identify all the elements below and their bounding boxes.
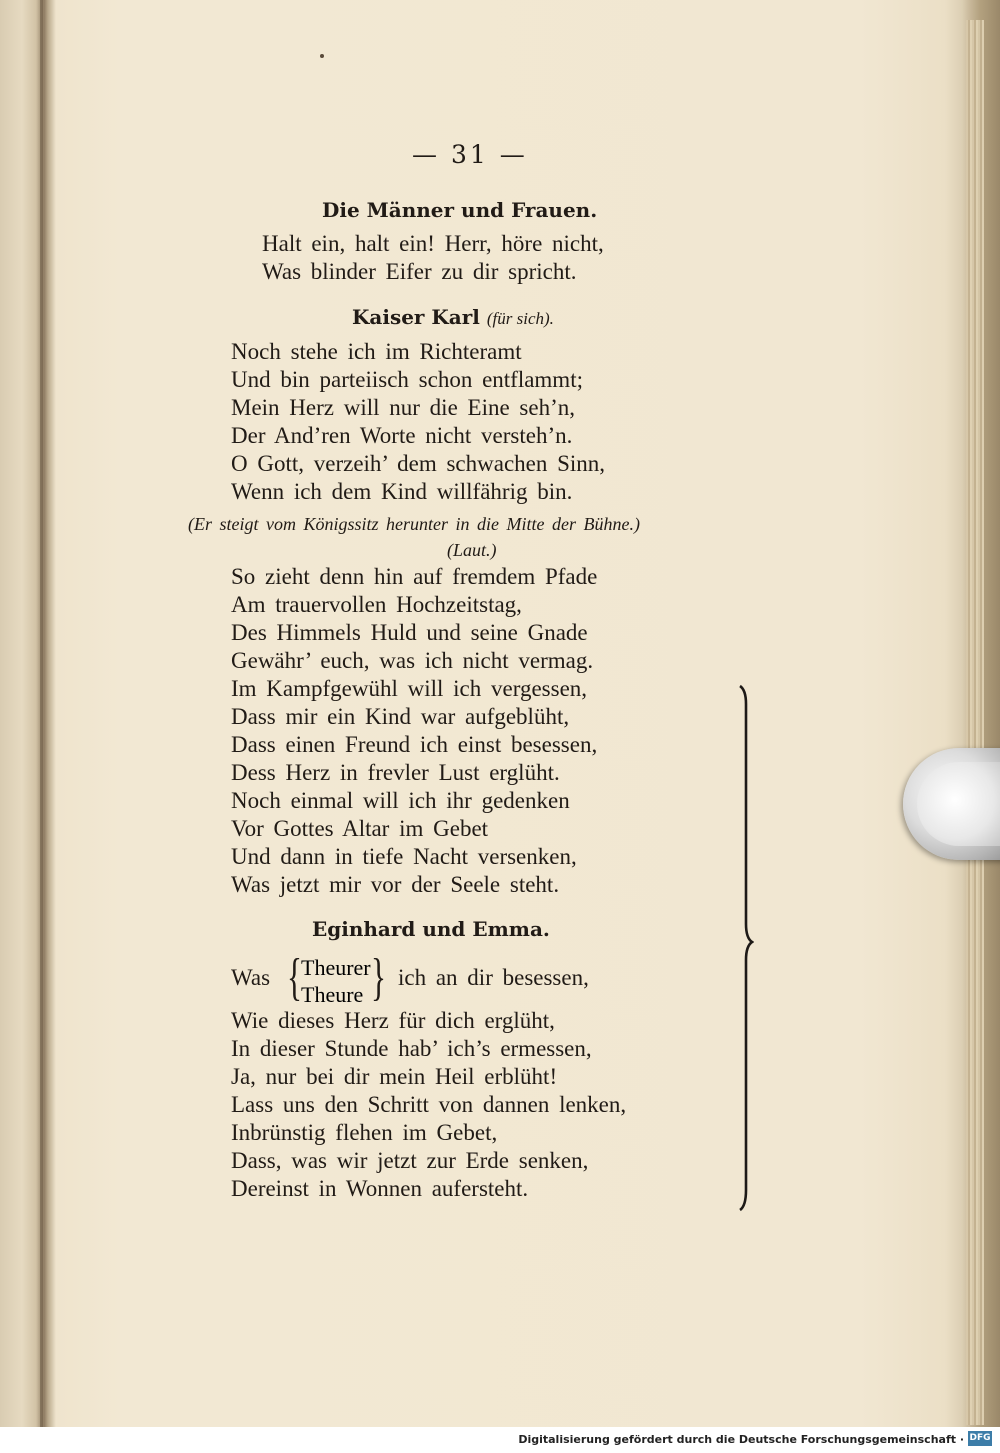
verse-line: Am trauervollen Hochzeitstag, bbox=[231, 592, 522, 617]
speaker-maenner-frauen: Die Männer und Frauen. bbox=[322, 198, 598, 222]
variant-brace bbox=[287, 949, 386, 1007]
verse-line: Im Kampfgewühl will ich vergessen, bbox=[231, 676, 588, 701]
verse-line: Ja, nur bei dir mein Heil erblüht! bbox=[231, 1064, 558, 1089]
verse-line-prefix: Was bbox=[231, 965, 271, 990]
verse-line: Dass einen Freund ich einst besessen, bbox=[231, 732, 598, 757]
speaker-aside: (für sich). bbox=[486, 309, 554, 328]
verse-line: Was blinder Eifer zu dir spricht. bbox=[262, 259, 577, 284]
dfg-logo: DFG bbox=[968, 1431, 992, 1446]
verse-line: Lass uns den Schritt von dannen lenken, bbox=[231, 1092, 627, 1117]
verse-line: Gewähr’ euch, was ich nicht vermag. bbox=[231, 648, 594, 673]
left-brace: { bbox=[287, 949, 302, 1006]
verse-line: Des Himmels Huld und seine Gnade bbox=[231, 620, 588, 645]
verse-line: Vor Gottes Altar im Gebet bbox=[231, 816, 489, 841]
verse-line: Was jetzt mir vor der Seele steht. bbox=[231, 872, 560, 897]
stage-direction: (Er steigt vom Königssitz herunter in die Mitte der Bühne.) bbox=[188, 514, 640, 534]
ink-speck bbox=[320, 54, 324, 58]
verse-line: Und bin parteiisch schon entflammt; bbox=[231, 367, 583, 392]
verse-line: Halt ein, halt ein! Herr, höre nicht, bbox=[262, 231, 604, 256]
verse-line: In dieser Stunde hab’ ich’s ermessen, bbox=[231, 1036, 592, 1061]
verse-line: Mein Herz will nur die Eine seh’n, bbox=[231, 395, 575, 420]
verse-line: Der And’ren Worte nicht versteh’n. bbox=[231, 423, 573, 448]
page-edges bbox=[966, 20, 984, 1425]
verse-line: Wenn ich dem Kind willfährig bin. bbox=[231, 479, 573, 504]
right-brace: } bbox=[371, 949, 386, 1006]
verse-line: So zieht denn hin auf fremdem Pfade bbox=[231, 564, 598, 589]
page-number: — 31 — bbox=[412, 140, 528, 169]
speaker-eginhard-emma: Eginhard und Emma. bbox=[312, 917, 550, 941]
speaker-kaiser-karl bbox=[352, 305, 554, 329]
verse-line: Dass mir ein Kind war aufgeblüht, bbox=[231, 704, 570, 729]
paper-clip-inner bbox=[917, 762, 1000, 846]
speaker-name: Kaiser Karl bbox=[352, 305, 480, 329]
book-spine bbox=[40, 0, 43, 1430]
verse-line-suffix: ich an dir besessen, bbox=[398, 965, 589, 990]
digitization-credit: Digitalisierung gefördert durch die Deutsche Forschungsgemeinschaft · bbox=[518, 1433, 964, 1446]
verse-line: Inbrünstig flehen im Gebet, bbox=[231, 1120, 498, 1145]
variant-option: Theure bbox=[301, 982, 364, 1007]
verse-line: Dereinst in Wonnen auferstеht. bbox=[231, 1176, 529, 1201]
verse-line: Noch einmal will ich ihr gedenken bbox=[231, 788, 570, 813]
verse-line: Wie dieses Herz für dich erglüht, bbox=[231, 1008, 555, 1033]
variant-option: Theurer bbox=[301, 955, 371, 980]
verse-line: Noch stehe ich im Richteramt bbox=[231, 339, 522, 364]
paper-clip bbox=[903, 748, 1000, 860]
stage-direction-laut: (Laut.) bbox=[447, 540, 497, 560]
verse-line: Dass, was wir jetzt zur Erde senken, bbox=[231, 1148, 589, 1173]
margin-bracket-mark bbox=[738, 684, 754, 1212]
verse-line: Dess Herz in frevler Lust erglüht. bbox=[231, 760, 560, 785]
verse-line: O Gott, verzeih’ dem schwachen Sinn, bbox=[231, 451, 606, 476]
verse-line: Und dann in tiefe Nacht versenken, bbox=[231, 844, 577, 869]
